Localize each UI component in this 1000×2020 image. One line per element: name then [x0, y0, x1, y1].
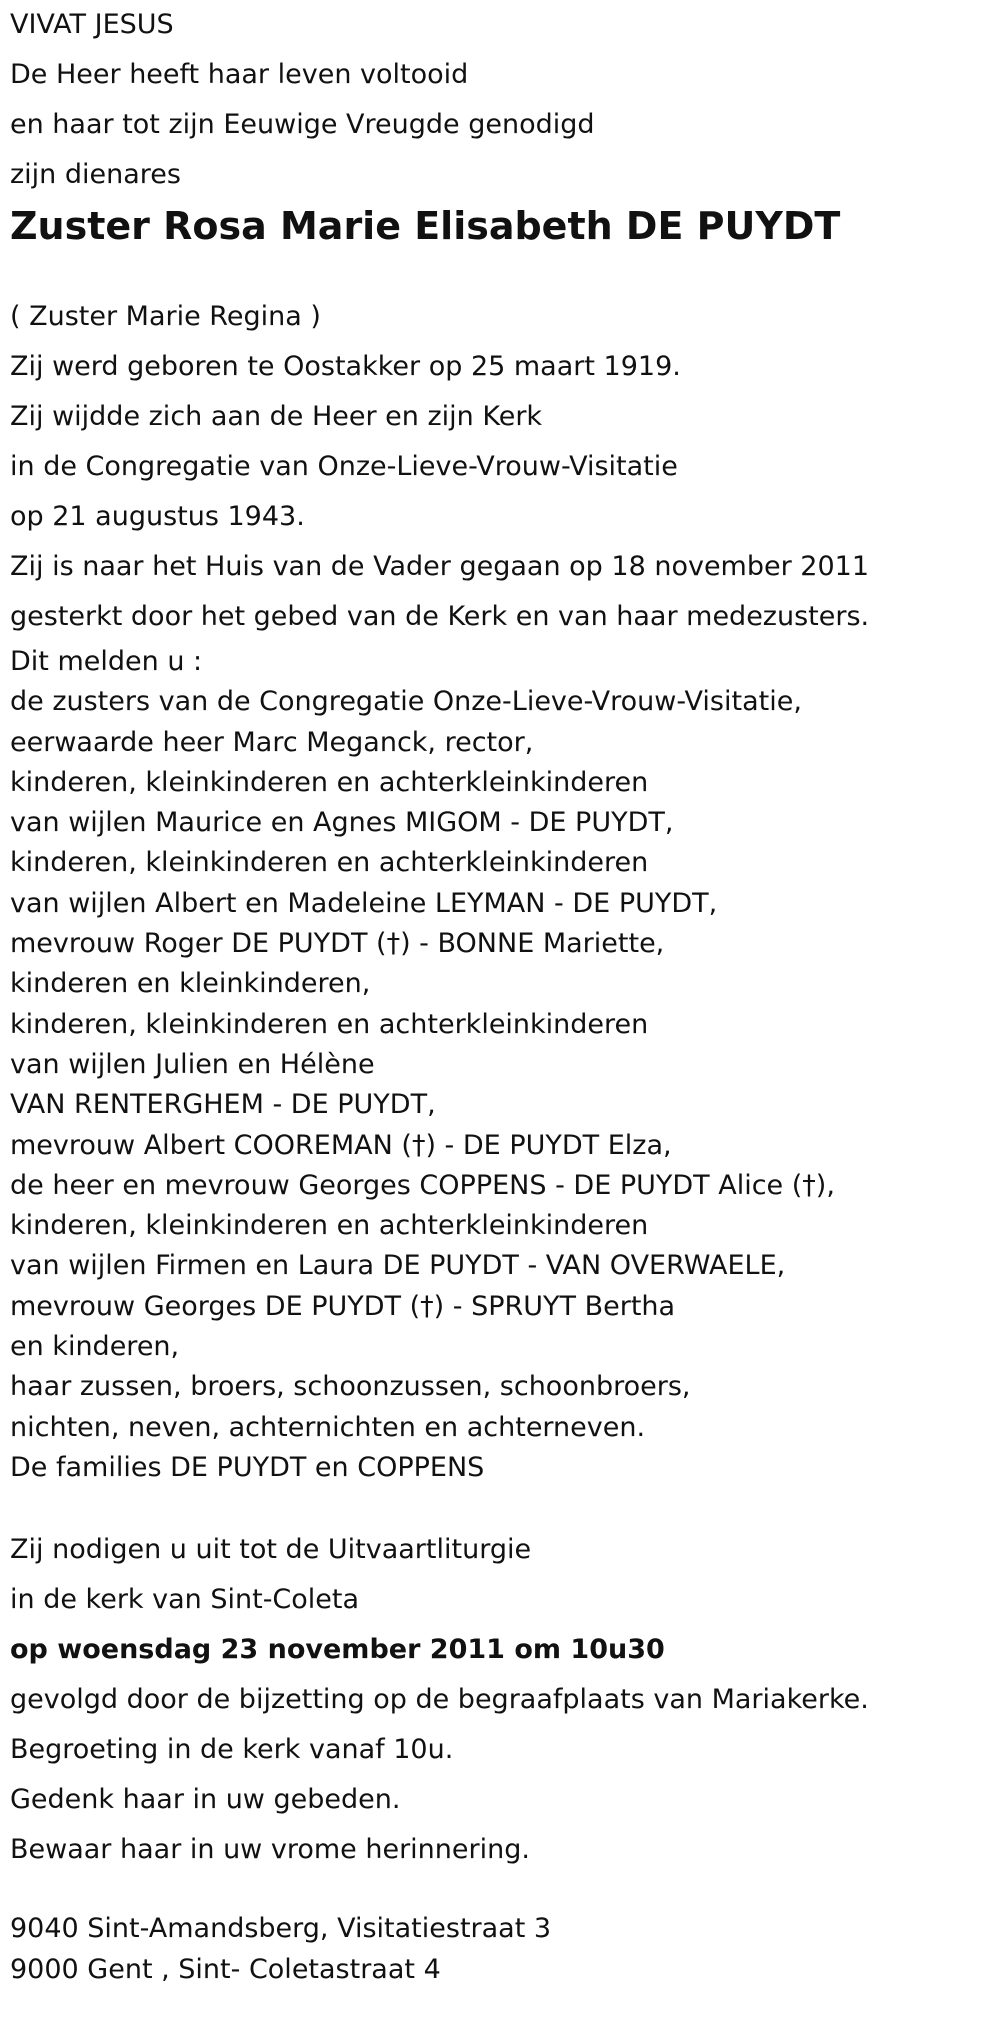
intro-line: VIVAT JESUS — [10, 9, 174, 40]
detail-line: Zij wijdde zich aan de Heer en zijn Kerk — [10, 401, 543, 432]
announcer-line: van wijlen Albert en Madeleine LEYMAN - DE PUYDT, — [10, 887, 718, 919]
funeral-block — [10, 1525, 990, 1875]
announcer-line: eerwaarde heer Marc Meganck, rector, — [10, 726, 534, 758]
announcer-line: de heer en mevrouw Georges COPPENS - DE PUYDT Alice (†), — [10, 1169, 835, 1201]
intro-line: zijn dienares — [10, 159, 181, 190]
intro-line: De Heer heeft haar leven voltooid — [10, 59, 469, 90]
detail-line: gesterkt door het gebed van de Kerk en van haar medezusters. — [10, 601, 870, 632]
announcer-line: VAN RENTERGHEM - DE PUYDT, — [10, 1089, 436, 1121]
announcer-line: mevrouw Albert COOREMAN (†) - DE PUYDT Elza, — [10, 1129, 672, 1161]
funeral-prayer: Gedenk haar in uw gebeden. — [10, 1784, 401, 1816]
obituary-notice — [10, 0, 990, 1990]
announcer-line: kinderen, kleinkinderen en achterkleinkinderen — [10, 1008, 649, 1040]
details-block — [10, 292, 990, 642]
detail-line: op 21 augustus 1943. — [10, 501, 305, 532]
announcer-line: haar zussen, broers, schoonzussen, schoonbroers, — [10, 1371, 691, 1403]
funeral-greeting: Begroeting in de kerk vanaf 10u. — [10, 1734, 454, 1766]
detail-line: in de Congregatie van Onze-Lieve-Vrouw-Visitatie — [10, 451, 678, 482]
announcer-line: nichten, neven, achternichten en achterneven. — [10, 1411, 646, 1443]
announcer-line: mevrouw Georges DE PUYDT (†) - SPRUYT Bertha — [10, 1290, 676, 1322]
intro-block — [10, 0, 990, 200]
announcer-line: de zusters van de Congregatie Onze-Lieve-Vrouw-Visitatie, — [10, 686, 802, 718]
announcer-line: van wijlen Julien en Hélène — [10, 1048, 375, 1080]
announcer-line: Dit melden u : — [10, 646, 203, 677]
funeral-memory: Bewaar haar in uw vrome herinnering. — [10, 1834, 530, 1866]
funeral-invite: Zij nodigen u uit tot de Uitvaartliturgie — [10, 1534, 532, 1566]
deceased-name: Zuster Rosa Marie Elisabeth DE PUYDT — [10, 204, 841, 248]
funeral-datetime: op woensdag 23 november 2011 om 10u30 — [10, 1634, 665, 1666]
detail-line: Zij werd geboren te Oostakker op 25 maart 1919. — [10, 351, 681, 382]
announcer-line: De families DE PUYDT en COPPENS — [10, 1451, 485, 1483]
announcer-line: van wijlen Firmen en Laura DE PUYDT - VAN OVERWAELE, — [10, 1250, 786, 1282]
announcers-block — [10, 642, 990, 1488]
address-line: 9000 Gent , Sint- Coletastraat 4 — [10, 1953, 441, 1985]
funeral-church: in de kerk van Sint-Coleta — [10, 1584, 360, 1616]
detail-line: Zij is naar het Huis van de Vader gegaan op 18 november 2011 — [10, 551, 870, 582]
intro-line: en haar tot zijn Eeuwige Vreugde genodigd — [10, 109, 595, 140]
announcer-line: kinderen, kleinkinderen en achterkleinkinderen — [10, 1210, 649, 1242]
detail-line: ( Zuster Marie Regina ) — [10, 301, 321, 332]
announcer-line: mevrouw Roger DE PUYDT (†) - BONNE Mariette, — [10, 928, 665, 960]
announcer-line: en kinderen, — [10, 1331, 180, 1363]
address-line: 9040 Sint-Amandsberg, Visitatiestraat 3 — [10, 1913, 552, 1945]
announcer-line: kinderen, kleinkinderen en achterkleinkinderen — [10, 766, 649, 798]
announcer-line: van wijlen Maurice en Agnes MIGOM - DE PUYDT, — [10, 807, 674, 839]
announcer-line: kinderen en kleinkinderen, — [10, 968, 371, 1000]
funeral-burial: gevolgd door de bijzetting op de begraafplaats van Mariakerke. — [10, 1684, 869, 1716]
addresses-block — [10, 1909, 990, 1990]
announcer-line: kinderen, kleinkinderen en achterkleinkinderen — [10, 847, 649, 879]
